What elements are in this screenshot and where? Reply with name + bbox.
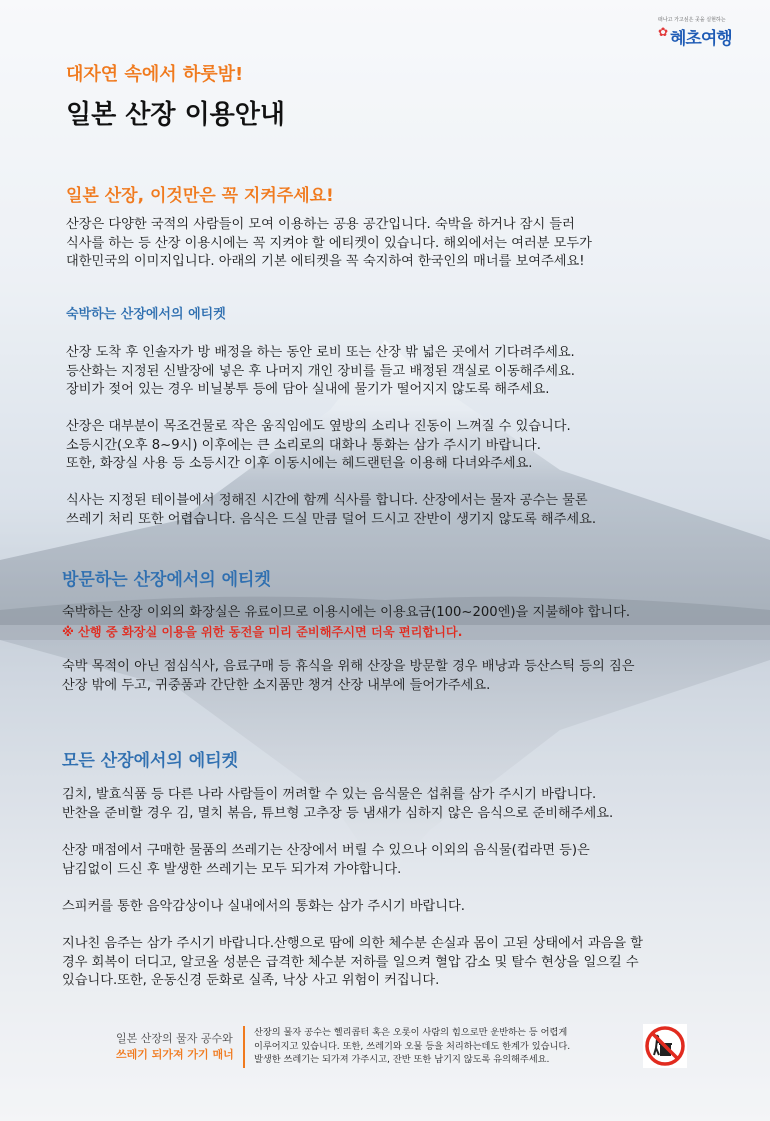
paragraph-line: 김치, 발효식품 등 다른 나라 사람들이 꺼려할 수 있는 음식물은 섭취를 삼가 주시기 바랍니다. (62, 787, 597, 802)
intro-line: 산장은 다양한 국적의 사람들이 모여 이용하는 공용 공간입니다. 숙박을 하거나 잠시 들러 (66, 217, 575, 232)
paragraph-line: 또한, 화장실 사용 등 소등시간 이후 이동시에는 헤드랜턴을 이용해 다녀와주세요. (66, 456, 533, 472)
paragraph-line: 경우 회복이 더디고, 알코올 성분은 급격한 체수분 저하를 일으켜 혈압 감소 및 탈수 현상을 일으킬 수 (62, 954, 639, 970)
all-huts-heading: 모든 산장에서의 에티켓 (62, 751, 239, 771)
all-paragraph-3 (62, 898, 465, 917)
paragraph-line: 장비가 젖어 있는 경우 비닐봉투 등에 담아 실내에 물기가 떨어지지 않도록 해주세요. (66, 382, 550, 398)
lodging-paragraph-1 (66, 344, 575, 400)
all-paragraph-4 (62, 935, 643, 991)
intro-heading: 일본 산장, 이것만은 꼭 지켜주세요! (66, 186, 334, 206)
intro-line: 식사를 하는 등 산장 이용시에는 꼭 지켜야 할 에티켓이 있습니다. 해외에서는 여러분 모두가 (66, 235, 592, 251)
paragraph-line: 숙박하는 산장 이외의 화장실은 유료이므로 이용시에는 이용요금(100~200엔)을 지불해야 합니다. (62, 605, 631, 620)
coin-notice: ※ 산행 중 화장실 이용을 위한 동전을 미리 준비해주시면 더욱 편리합니다. (62, 624, 463, 639)
footer-line: 이루어지고 있습니다. 또한, 쓰레기와 오물 등을 처리하는데도 한계가 있습니다. (254, 1040, 571, 1052)
all-paragraph-2 (62, 842, 590, 879)
paragraph-line: 스피커를 통한 음악감상이나 실내에서의 통화는 삼가 주시기 바랍니다. (62, 899, 465, 914)
logo-tagline: 떠나고 가고싶은 곳을 실현하는 (658, 17, 726, 23)
lodging-paragraph-2 (66, 418, 571, 474)
footer-line: 발생한 쓰레기는 되가져 가주시고, 잔반 또한 남기지 않도록 유의해주세요. (254, 1054, 550, 1065)
footer-text (254, 1026, 570, 1067)
no-litter-icon (643, 1024, 687, 1068)
paragraph-line: 숙박 목적이 아닌 점심식사, 음료구매 등 휴식을 위해 산장을 방문할 경우 배낭과 등산스틱 등의 짐은 (62, 659, 635, 674)
logo-name: 혜초여행 (670, 29, 732, 49)
paragraph-line: 소등시간(오후 8~9시) 이후에는 큰 소리로의 대화나 통화는 삼가 주시기 바랍니다. (66, 437, 541, 453)
visiting-paragraph-2 (62, 658, 634, 695)
page-title: 일본 산장 이용안내 (66, 100, 286, 130)
footer-caption (116, 1031, 234, 1063)
all-paragraph-1 (62, 786, 613, 823)
paragraph-line: 산장 밖에 두고, 귀중품과 간단한 소지품만 챙겨 산장 내부에 들어가주세요. (62, 677, 491, 693)
footer-caption-line2: 쓰레기 되가져 가기 매너 (116, 1048, 234, 1061)
brand-logo[interactable] (658, 16, 748, 52)
footer-caption-line1: 일본 산장의 물자 공수와 (116, 1032, 233, 1045)
paragraph-line: 산장은 대부분이 목조건물로 작은 움직임에도 옆방의 소리나 진동이 느껴질 수 있습니다. (66, 419, 571, 434)
paragraph-line: 산장 도착 후 인솔자가 방 배정을 하는 동안 로비 또는 산장 밖 넓은 곳에서 기다려주세요. (66, 345, 575, 360)
paragraph-line: 지나친 음주는 삼가 주시기 바랍니다.산행으로 땀에 의한 체수분 손실과 몸이 고된 상태에서 과음을 할 (62, 936, 643, 951)
paragraph-line: 등산화는 지정된 신발장에 넣은 후 나머지 개인 장비를 들고 배정된 객실로 이동해주세요. (66, 363, 575, 379)
page-subtitle: 대자연 속에서 하룻밤! (66, 64, 244, 85)
intro-paragraph (66, 216, 592, 272)
flower-icon: ✿ (658, 25, 669, 39)
footer-divider (243, 1026, 245, 1068)
paragraph-line: 있습니다.또한, 운동신경 둔화로 실족, 낙상 사고 위험이 커집니다. (62, 973, 440, 989)
footer-line: 산장의 물자 공수는 헬리콥터 혹은 오롯이 사람의 힘으로만 운반하는 등 어렵게 (254, 1027, 568, 1038)
paragraph-line: 쓰레기 처리 또한 어렵습니다. 음식은 드실 만큼 덜어 드시고 잔반이 생기지 않도록 해주세요. (66, 511, 597, 527)
paragraph-line: 산장 매점에서 구매한 물품의 쓰레기는 산장에서 버릴 수 있으나 이외의 음식물(컵라면 등)은 (62, 843, 590, 858)
intro-line: 대한민국의 이미지입니다. 아래의 기본 에티켓을 꼭 숙지하여 한국인의 매너를 보여주세요! (66, 254, 585, 270)
lodging-paragraph-3 (66, 492, 596, 529)
paragraph-line: 남김없이 드신 후 발생한 쓰레기는 모두 되가져 가야합니다. (62, 861, 402, 877)
lodging-heading: 숙박하는 산장에서의 에티켓 (66, 307, 226, 322)
paragraph-line: 반찬을 준비할 경우 김, 멸치 볶음, 튜브형 고추장 등 냄새가 심하지 않은 음식으로 준비해주세요. (62, 805, 614, 821)
visiting-heading: 방문하는 산장에서의 에티켓 (62, 570, 271, 590)
paragraph-line: 식사는 지정된 테이블에서 정해진 시간에 함께 식사를 합니다. 산장에서는 물자 공수는 물론 (66, 493, 588, 508)
visiting-paragraph-1 (62, 604, 630, 641)
